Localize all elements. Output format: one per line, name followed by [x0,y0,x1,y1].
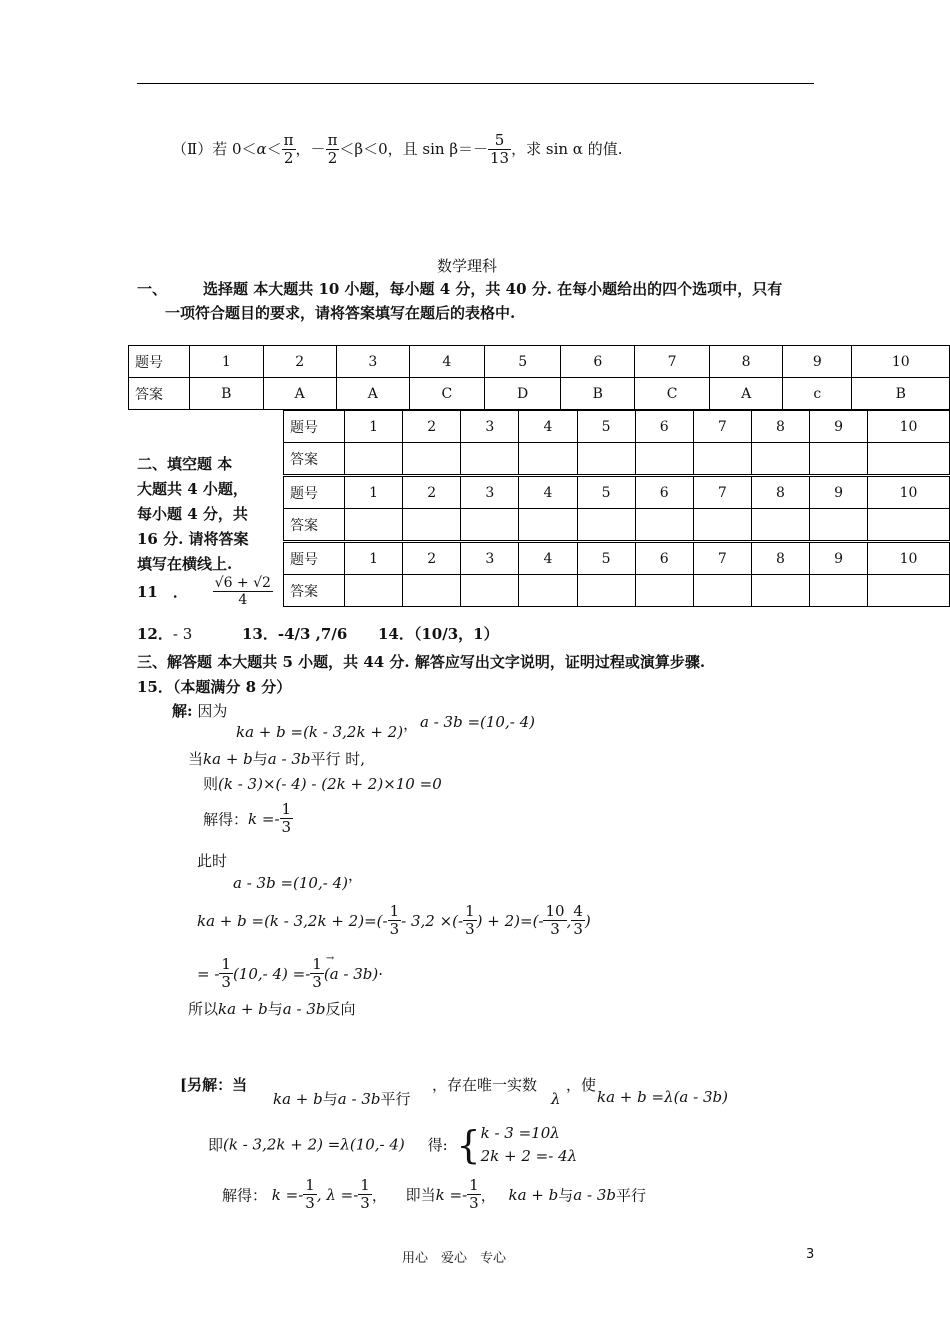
answer-cell [403,443,461,475]
answer-cell [577,575,635,607]
alt-exist-text: ，存在唯一实数 [432,1076,538,1094]
solution-conclusion: 所以ka + b与a - 3b反向 [188,1000,356,1018]
answer-cell [868,443,950,475]
answer-table-answer-row [129,378,950,410]
answer-header: 答案 [284,443,345,475]
answer-header: 答案 [284,509,345,541]
question-number-cell: 9 [810,477,868,509]
answer-cell [461,509,519,541]
answer-cell [519,509,577,541]
question-number-cell: 2 [403,477,461,509]
question-number-cell: 10 [868,543,950,575]
question-number-cell: 3 [336,346,409,378]
header-rule [137,83,814,84]
question-number-cell: 7 [693,411,751,443]
answer-cell [693,575,751,607]
question-number-cell: 10 [868,411,950,443]
question-number-cell: 5 [577,411,635,443]
alt-equation: ka + b =λ(a - 3b) [597,1088,728,1106]
answer-cell [345,443,403,475]
answer-cell [693,443,751,475]
answer-header: 答案 [129,378,190,410]
answer-12: 12．- 3 [137,625,193,643]
question-number-cell: 1 [190,346,264,378]
question-number-cell: 4 [519,543,577,575]
alt-make-text: ，使 [566,1076,597,1094]
solution-eq2: a - 3b =(10,- 4) [420,713,535,731]
answer-cell: c [783,378,852,410]
question-number-cell: 5 [484,346,561,378]
question-number-cell: 7 [693,477,751,509]
answer-cell [577,443,635,475]
answer-13: 13．-4/3 ,7/6 [242,625,348,643]
answer-cell [345,509,403,541]
question-number-cell: 10 [868,477,950,509]
answer-cell [635,509,693,541]
answer-cell [751,575,809,607]
solution-big-equation: ka + b =(k - 3,2k + 2)=(- $\frac{1}{3}$ - 3,2 ×(- $\frac{1}{3}$ ) + 2)=(- $\frac{10}{3}$ , $\frac{4}{3}$ ) [197,902,591,939]
section-one-line1: 选择题 本大题共 10 小题，每小题 4 分，共 40 分. 在每小题给出的四个选项中，只有 [203,280,783,298]
question-part-two: （Ⅱ）若 0＜α＜ $\frac{\pi}{2}$ ，－ $\frac{\pi}{2}$ ＜β＜0，且 sin β＝－ $\frac{5}{13}$ ，求 sin α 的值. [172,131,623,168]
alt-condition: ka + b与a - 3b平行 [273,1090,411,1108]
answer-cell: B [190,378,264,410]
answer-cell [635,575,693,607]
question-number-cell: 2 [403,411,461,443]
answer-14: 14．（10/3，1） [378,625,499,643]
answer-cell: B [852,378,950,410]
number-header: 题号 [284,477,345,509]
answer-header: 答案 [284,575,345,607]
question-number-cell: 1 [345,477,403,509]
footer-slogan: 用心 爱心 专心 [402,1251,507,1266]
question-number-cell: 3 [461,543,519,575]
number-header: 题号 [129,346,190,378]
answer-cell [403,575,461,607]
answer-cell [810,443,868,475]
empty-answer-table-1 [283,410,950,475]
answer-cell [868,575,950,607]
solution-when-parallel: 当ka + b与a - 3b平行 时, [188,750,366,768]
page-number: 3 [806,1247,815,1262]
question-number-cell: 3 [461,477,519,509]
question-number-cell: 6 [635,543,693,575]
answer-cell [751,443,809,475]
question-number-cell: 10 [852,346,950,378]
answer-cell [345,575,403,607]
question-number-cell: 2 [263,346,336,378]
answer-cell: A [710,378,783,410]
question-number-cell: 8 [751,543,809,575]
section-one-line2: 一项符合题目的要求，请将答案填写在题后的表格中. [165,304,516,322]
question-number-cell: 6 [635,411,693,443]
answer-cell: C [409,378,484,410]
answer-table [128,345,950,410]
solution-eq1: ka + b =(k - 3,2k + 2)， [236,715,419,741]
section-one-number: 一、 [137,280,168,298]
answer-cell: A [336,378,409,410]
answer-cell [519,443,577,475]
alt-solution-label: [另解：当 [180,1076,248,1094]
question-number-cell: 6 [635,477,693,509]
solution-line-because: 解: 因为 [172,702,228,720]
section-three-heading: 三、解答题 本大题共 5 小题，共 44 分. 解答应写出文字说明，证明过程或演算步骤. [137,653,706,671]
question-15-title: 15．（本题满分 8 分） [137,678,292,696]
answer-cell [403,509,461,541]
question-number-cell: 5 [577,477,635,509]
alt-lambda: λ [551,1090,561,1108]
answer-cell [693,509,751,541]
question-number-cell: 7 [635,346,710,378]
empty-answer-table-2 [283,476,950,541]
solution-solve-k: 解得：k =- $\frac{1}{3}$ [203,800,292,837]
pi-over-two-fraction: $\frac{\pi}{2}$ [283,131,294,168]
question-number-cell: 5 [577,543,635,575]
number-header: 题号 [284,543,345,575]
question-number-cell: 2 [403,543,461,575]
answer-cell: A [263,378,336,410]
answer-cell [751,509,809,541]
answer-cell: C [635,378,710,410]
page-title: 数学理科 [437,257,498,275]
equation-system: k - 3 =10λ 2k + 2 =- 4λ [480,1124,578,1165]
answer-cell [810,509,868,541]
question-number-cell: 4 [519,477,577,509]
question-number-cell: 8 [710,346,783,378]
alt-ji-line: 即(k - 3,2k + 2) =λ(10,- 4) 得: { k - 3 =10λ 2k + 2 =- 4λ [208,1122,578,1167]
answer-cell [577,509,635,541]
question-number-cell: 7 [693,543,751,575]
section-two-text: 二、填空题 本 大题共 4 小题， 每小题 4 分，共 16 分. 请将答案 填写在横线上. [137,455,249,573]
answer-cell [635,443,693,475]
solution-at-this-time: 此时 [197,852,228,870]
answer-table-number-row [129,346,950,378]
question-number-cell: 4 [519,411,577,443]
answer-11: 11 ． $\frac{√6 + √2}{4}$ [137,575,271,609]
question-number-cell: 1 [345,543,403,575]
question-number-cell: 3 [461,411,519,443]
empty-answer-table-3 [283,542,950,607]
five-thirteenths-fraction: $\frac{5}{13}$ [490,131,510,168]
solution-equal-line: = - $\frac{1}{3}$ (10,- 4) =- $\frac{1}{3}$ → (a - 3b)· [197,956,383,992]
number-header: 题号 [284,411,345,443]
alt-solve-line: 解得： k =- $\frac{1}{3}$ , λ =- $\frac{1}{3}$ ， 即当k =- $\frac{1}{3}$ ， ka + b与a - 3b平行 [222,1176,646,1213]
neg-pi-over-two-fraction: $\frac{\pi}{2}$ [327,131,338,168]
answer-cell [461,575,519,607]
solution-at-eq: a - 3b =(10,- 4)， [233,866,363,892]
question-number-cell: 9 [783,346,852,378]
answer-cell: D [484,378,561,410]
answer-cell [519,575,577,607]
answer-cell [868,509,950,541]
question-number-cell: 8 [751,411,809,443]
solution-then: 则(k - 3)×(- 4) - (2k + 2)×10 =0 [203,775,442,793]
answer-11-fraction: $\frac{√6 + √2}{4}$ [214,575,271,609]
question-number-cell: 9 [810,543,868,575]
question-number-cell: 6 [561,346,635,378]
answer-cell: B [561,378,635,410]
question-number-cell: 1 [345,411,403,443]
answer-cell [810,575,868,607]
question-number-cell: 8 [751,477,809,509]
question-number-cell: 9 [810,411,868,443]
question-number-cell: 4 [409,346,484,378]
answer-cell [461,443,519,475]
